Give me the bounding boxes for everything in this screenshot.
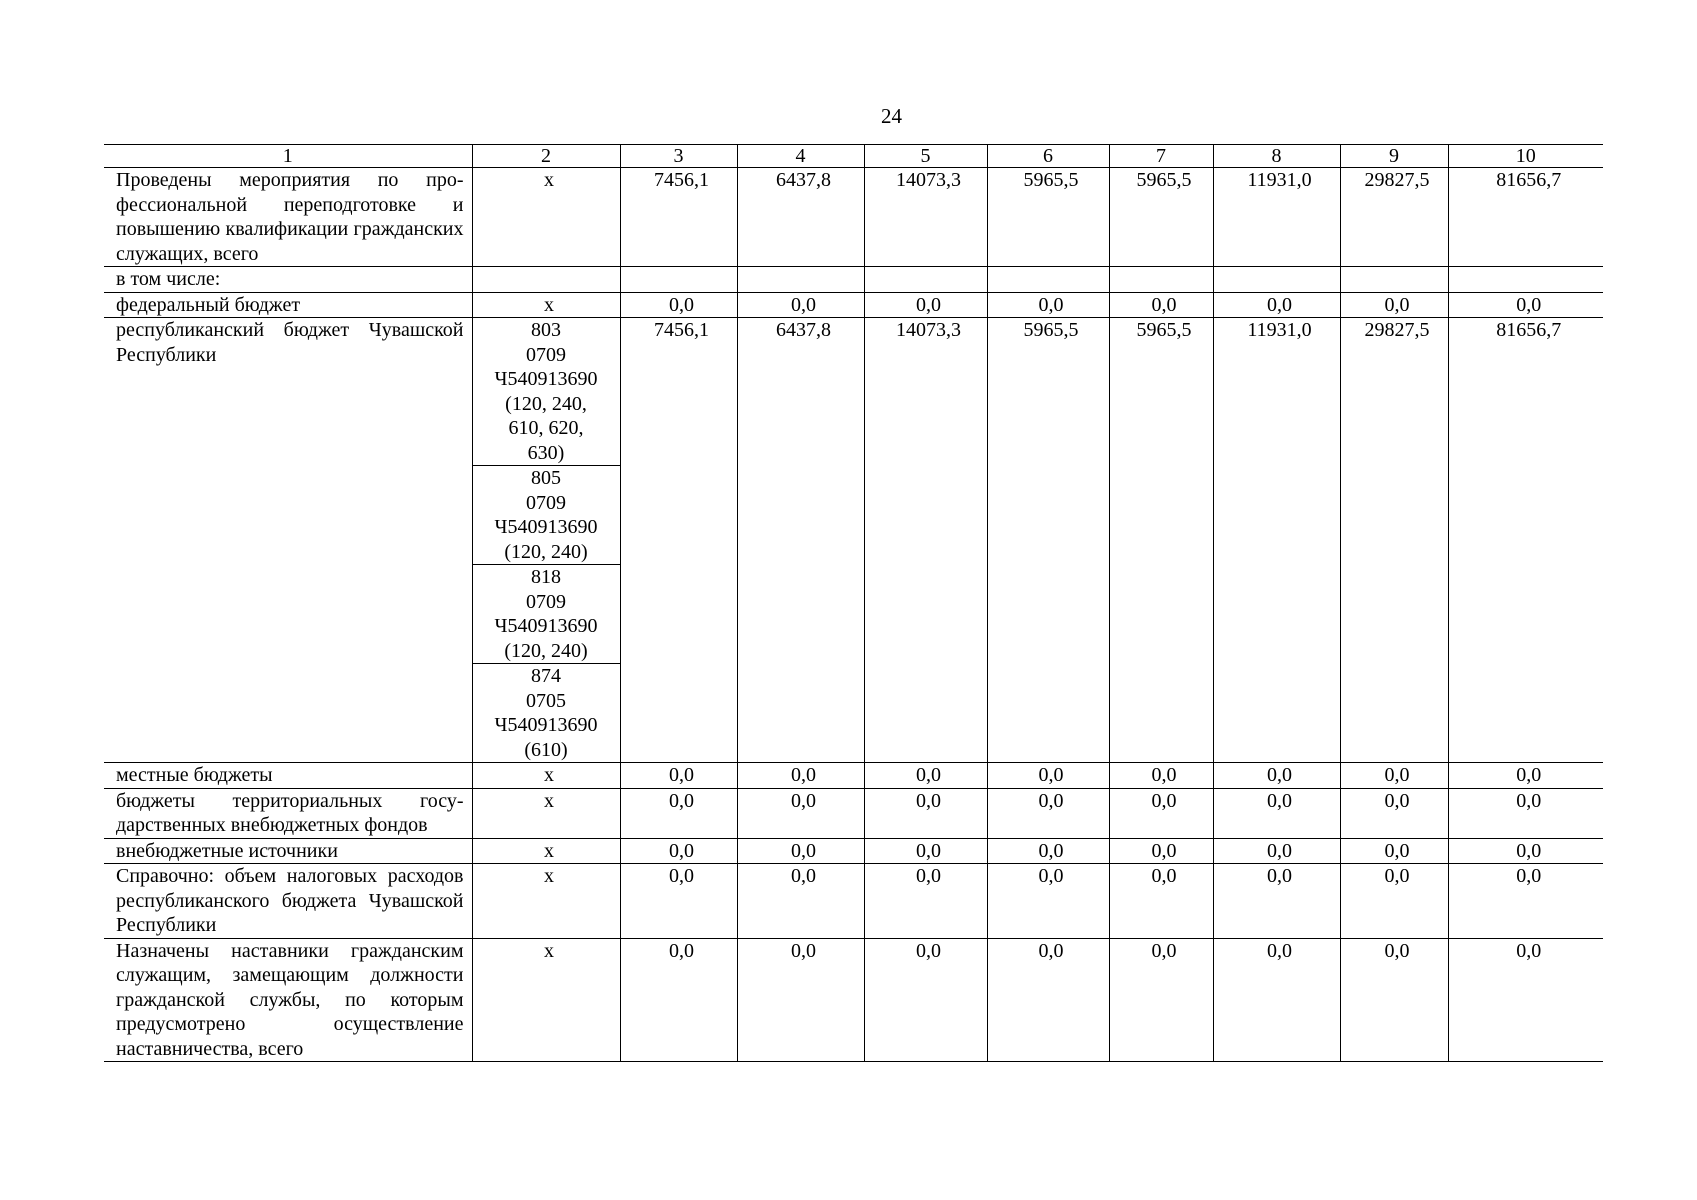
value-cell: 0,0 (864, 763, 987, 789)
header-cell: 10 (1448, 145, 1603, 168)
header-cell: 3 (620, 145, 737, 168)
value-cell: 0,0 (1213, 763, 1340, 789)
empty-cell (1448, 267, 1603, 293)
header-cell: 4 (737, 145, 864, 168)
value-cell: 0,0 (864, 838, 987, 864)
empty-cell (1109, 267, 1213, 293)
value-cell: 0,0 (1340, 788, 1448, 838)
code-cell: х (472, 763, 620, 789)
value-cell: 11931,0 (1213, 168, 1340, 267)
row-label: Справочно: объем налоговых расходов республиканского бюджета Чувашской Республики (104, 864, 472, 939)
value-cell: 29827,5 (1340, 318, 1448, 763)
value-cell: 6437,8 (737, 168, 864, 267)
value-cell: 0,0 (1340, 938, 1448, 1062)
value-cell: 5965,5 (1109, 318, 1213, 763)
budget-code-block (473, 565, 620, 664)
value-cell: 0,0 (1213, 938, 1340, 1062)
header-cell: 8 (1213, 145, 1340, 168)
empty-cell (1340, 267, 1448, 293)
value-cell: 11931,0 (1213, 318, 1340, 763)
value-cell: 5965,5 (987, 168, 1109, 267)
value-cell: 0,0 (737, 864, 864, 939)
value-cell: 0,0 (1213, 864, 1340, 939)
value-cell: 0,0 (1448, 938, 1603, 1062)
value-cell: 0,0 (987, 938, 1109, 1062)
value-cell: 0,0 (1448, 838, 1603, 864)
value-cell: 0,0 (620, 763, 737, 789)
value-cell: 0,0 (1340, 838, 1448, 864)
code-line: 0705 (526, 689, 566, 712)
code-line: (610) (524, 738, 568, 761)
header-cell: 1 (104, 145, 472, 168)
row-label: Назначены наставники гражданским служащим, замещающим должности гражданской службы, по которым предусмотрено осуществление наставничества, всего (104, 938, 472, 1062)
code-cell: х (472, 168, 620, 267)
value-cell: 0,0 (737, 292, 864, 318)
budget-code-cell (472, 318, 620, 763)
table-row (104, 838, 1603, 864)
value-cell: 0,0 (1213, 292, 1340, 318)
value-cell: 5965,5 (987, 318, 1109, 763)
row-label: федеральный бюджет (104, 292, 472, 318)
code-cell: х (472, 864, 620, 939)
code-line: Ч540913690 (494, 615, 598, 637)
value-cell: 0,0 (1340, 763, 1448, 789)
value-cell: 0,0 (987, 788, 1109, 838)
value-cell: 0,0 (1448, 864, 1603, 939)
value-cell: 0,0 (987, 292, 1109, 318)
row-label: в том числе: (104, 267, 472, 293)
code-cell: х (472, 938, 620, 1062)
value-cell: 0,0 (620, 864, 737, 939)
value-cell: 14073,3 (864, 168, 987, 267)
row-label: внебюджетные источники (104, 838, 472, 864)
budget-table (104, 144, 1603, 1062)
value-cell: 5965,5 (1109, 168, 1213, 267)
code-line: 803 (531, 319, 561, 341)
code-cell: х (472, 292, 620, 318)
value-cell: 0,0 (1109, 292, 1213, 318)
row-label: местные бюджеты (104, 763, 472, 789)
value-cell: 0,0 (1340, 864, 1448, 939)
table-row (104, 763, 1603, 789)
empty-cell (987, 267, 1109, 293)
value-cell: 0,0 (987, 864, 1109, 939)
empty-cell (864, 267, 987, 293)
empty-cell (1213, 267, 1340, 293)
value-cell: 0,0 (1448, 292, 1603, 318)
empty-cell (472, 267, 620, 293)
value-cell: 0,0 (864, 938, 987, 1062)
code-line: 0709 (526, 343, 566, 366)
table-row (104, 267, 1603, 293)
value-cell: 0,0 (1109, 838, 1213, 864)
code-line: Ч540913690 (494, 516, 598, 538)
code-line: Ч540913690 (494, 714, 598, 736)
value-cell: 0,0 (737, 838, 864, 864)
value-cell: 6437,8 (737, 318, 864, 763)
code-line: 610, 620, (508, 417, 584, 439)
table-row (104, 292, 1603, 318)
value-cell: 7456,1 (620, 318, 737, 763)
value-cell: 0,0 (620, 292, 737, 318)
value-cell: 0,0 (737, 763, 864, 789)
header-cell: 5 (864, 145, 987, 168)
value-cell: 0,0 (987, 838, 1109, 864)
code-cell: х (472, 788, 620, 838)
header-cell: 7 (1109, 145, 1213, 168)
empty-cell (620, 267, 737, 293)
row-label: республиканский бюджет Чувашской Республики (104, 318, 472, 763)
page-number: 24 (881, 104, 902, 128)
code-line: Ч540913690 (494, 368, 598, 390)
value-cell: 0,0 (737, 788, 864, 838)
table-row (104, 168, 1603, 267)
code-line: 630) (527, 441, 565, 464)
header-cell: 6 (987, 145, 1109, 168)
value-cell: 0,0 (1340, 292, 1448, 318)
table-row (104, 864, 1603, 939)
table-row (104, 938, 1603, 1062)
value-cell: 81656,7 (1448, 168, 1603, 267)
table-row (104, 788, 1603, 838)
value-cell: 0,0 (737, 938, 864, 1062)
value-cell: 0,0 (1448, 788, 1603, 838)
budget-code-block (473, 318, 620, 466)
value-cell: 0,0 (1109, 788, 1213, 838)
code-line: 805 (531, 467, 561, 489)
value-cell: 7456,1 (620, 168, 737, 267)
value-cell: 0,0 (1213, 788, 1340, 838)
empty-cell (737, 267, 864, 293)
row-label: Проведены мероприятия по профессиональной переподготовке и повышению квалификации гражданских служащих, всего (104, 168, 472, 267)
code-cell: х (472, 838, 620, 864)
value-cell: 0,0 (1109, 763, 1213, 789)
value-cell: 81656,7 (1448, 318, 1603, 763)
value-cell: 0,0 (1213, 838, 1340, 864)
value-cell: 0,0 (620, 938, 737, 1062)
header-cell: 9 (1340, 145, 1448, 168)
code-line: 874 (531, 665, 561, 687)
code-line: 0709 (526, 590, 566, 613)
code-line: (120, 240) (504, 639, 588, 662)
value-cell: 0,0 (1109, 938, 1213, 1062)
code-line: 818 (531, 566, 561, 588)
value-cell: 0,0 (864, 292, 987, 318)
code-line: (120, 240, (505, 392, 587, 415)
value-cell: 0,0 (864, 864, 987, 939)
value-cell: 0,0 (620, 838, 737, 864)
code-line: 0709 (526, 491, 566, 514)
value-cell: 0,0 (620, 788, 737, 838)
table-row (104, 318, 1603, 763)
budget-code-block (473, 664, 620, 762)
row-label: бюджеты территориальных государственных внебюджетных фондов (104, 788, 472, 838)
value-cell: 0,0 (1109, 864, 1213, 939)
value-cell: 0,0 (1448, 763, 1603, 789)
value-cell: 14073,3 (864, 318, 987, 763)
value-cell: 0,0 (987, 763, 1109, 789)
code-line: (120, 240) (504, 540, 588, 563)
value-cell: 29827,5 (1340, 168, 1448, 267)
budget-code-block (473, 466, 620, 565)
header-row (104, 145, 1603, 168)
value-cell: 0,0 (864, 788, 987, 838)
header-cell: 2 (472, 145, 620, 168)
